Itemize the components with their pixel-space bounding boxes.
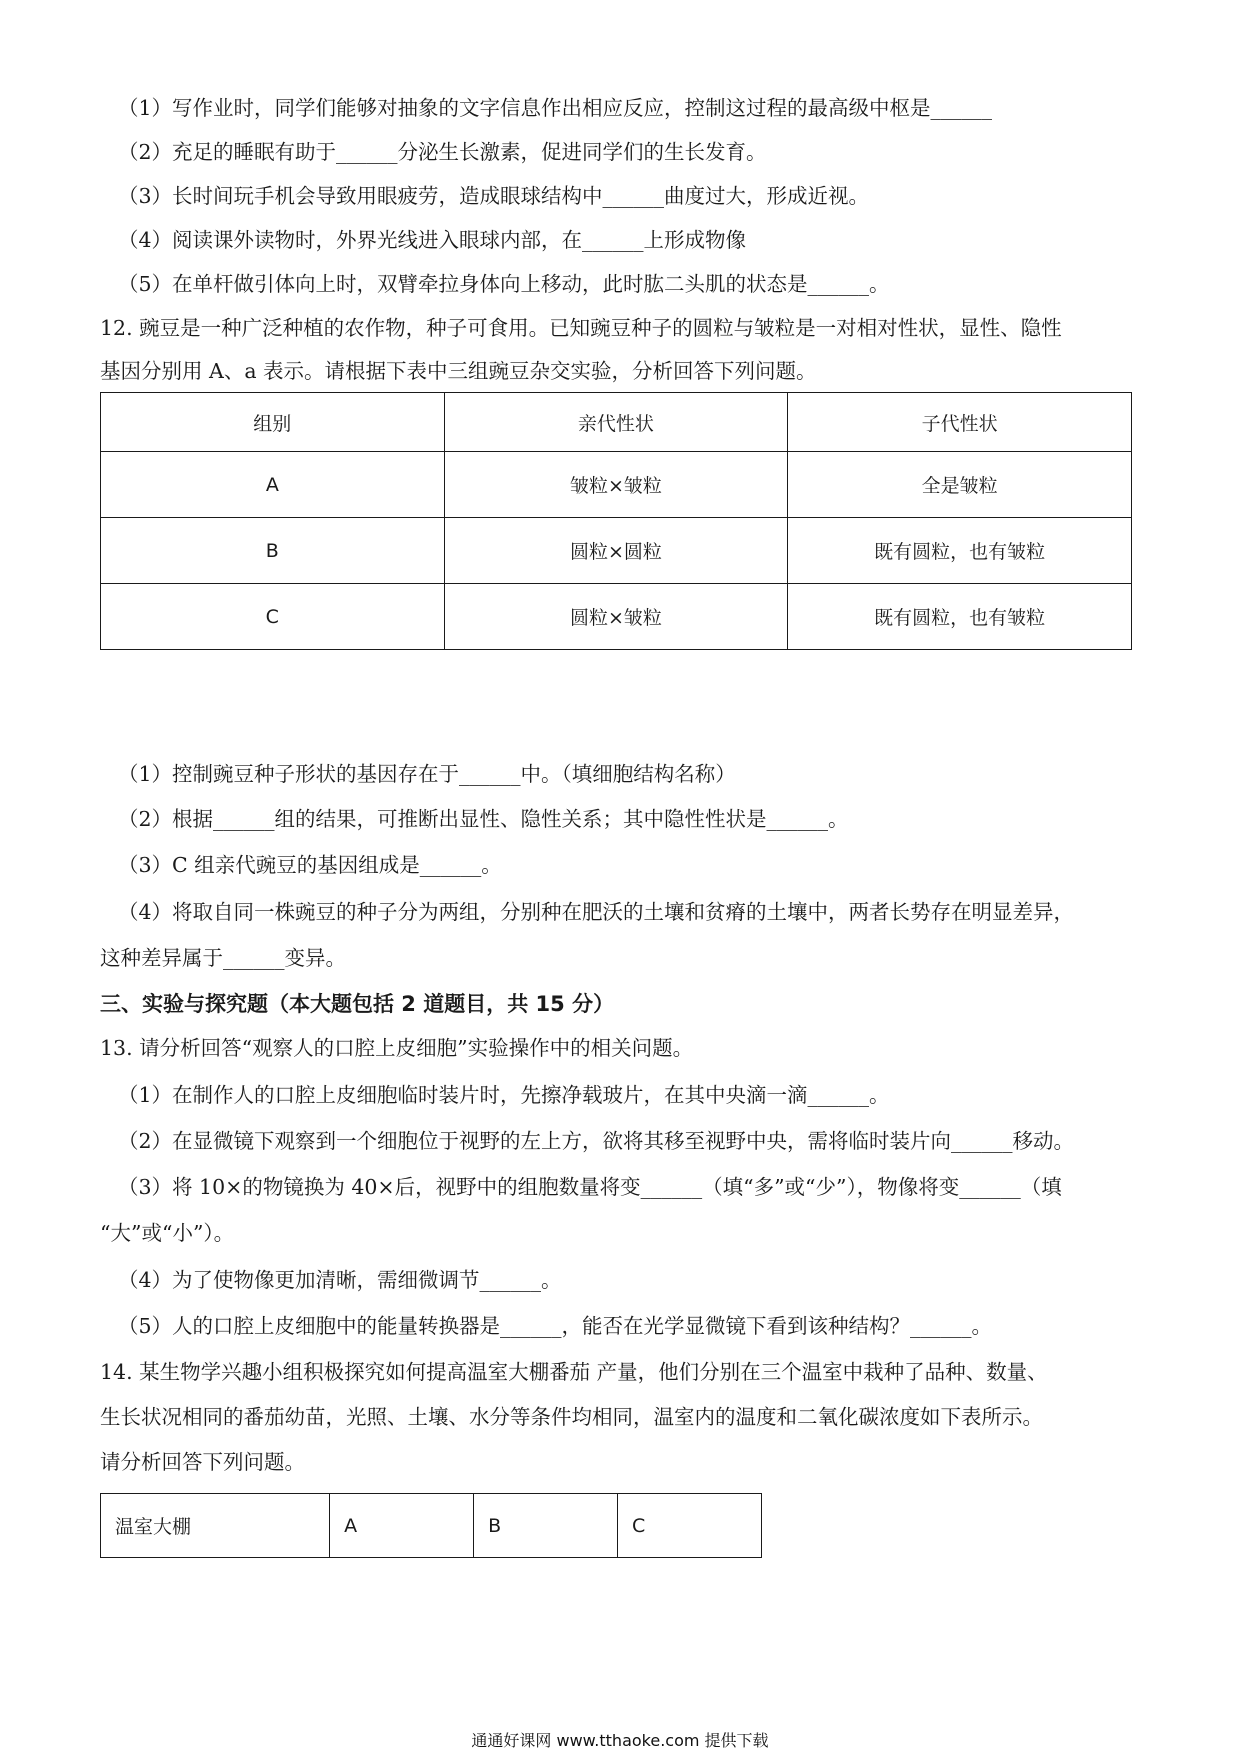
table-row (101, 1494, 762, 1558)
footer-source: 通通好课网 www.tthaoke.com 提供下载 (471, 1731, 769, 1750)
table-row (101, 452, 1132, 518)
q12-part1: （1）控制豌豆种子形状的基因存在于______中。（填细胞结构名称） (118, 762, 736, 786)
greenhouse-table (100, 1493, 762, 1558)
q12-part4-line1: （4）将取自同一株豌豆的种子分为两组，分别种在肥沃的土壤和贫瘠的土壤中，两者长势存在明显差异， (118, 900, 1075, 924)
q13-part3-line2: “大”或“小”）。 (100, 1221, 235, 1245)
q13-part4: （4）为了使物像更加清晰，需细微调节______。 (118, 1268, 562, 1292)
table-cell: 温室大棚 (101, 1494, 330, 1558)
table-header-row (101, 393, 1132, 452)
q12-part2: （2）根据______组的结果，可推断出显性、隐性关系；其中隐性性状是______。 (118, 807, 849, 831)
q11-part2: （2）充足的睡眠有助于______分泌生长激素，促进同学们的生长发育。 (118, 140, 767, 164)
q13-stem: 13. 请分析回答“观察人的口腔上皮细胞”实验操作中的相关问题。 (100, 1036, 694, 1060)
table-row (101, 518, 1132, 584)
header-parent-traits: 亲代性状 (444, 393, 788, 452)
q11-part1: （1）写作业时，同学们能够对抽象的文字信息作出相应反应，控制这过程的最高级中枢是______ (118, 96, 993, 120)
q14-stem-line1: 14. 某生物学兴趣小组积极探究如何提高温室大棚番茄 产量，他们分别在三个温室中栽种了品种、数量、 (100, 1360, 1048, 1384)
q12-stem-line2: 基因分别用 A、a 表示。请根据下表中三组豌豆杂交实验，分析回答下列问题。 (100, 359, 817, 383)
table-cell: 全是皱粒 (788, 452, 1132, 518)
table-cell: A (330, 1494, 474, 1558)
table-cell: 圆粒×皱粒 (444, 584, 788, 650)
table-cell: 既有圆粒，也有皱粒 (788, 584, 1132, 650)
header-group: 组别 (101, 393, 445, 452)
table-cell: 既有圆粒，也有皱粒 (788, 518, 1132, 584)
q13-part2: （2）在显微镜下观察到一个细胞位于视野的左上方，欲将其移至视野中央，需将临时装片向______移动。 (118, 1129, 1075, 1153)
section-heading: 三、实验与探究题（本大题包括 2 道题目，共 15 分） (100, 992, 615, 1016)
table-row (101, 584, 1132, 650)
table-cell: C (101, 584, 445, 650)
q11-part4: （4）阅读课外读物时，外界光线进入眼球内部，在______上形成物像 (118, 228, 747, 252)
table-cell: B (101, 518, 445, 584)
table-cell: C (618, 1494, 762, 1558)
q12-part3: （3）C 组亲代豌豆的基因组成是______。 (118, 853, 502, 877)
q11-part3: （3）长时间玩手机会导致用眼疲劳，造成眼球结构中______曲度过大，形成近视。 (118, 184, 870, 208)
table-cell: 圆粒×圆粒 (444, 518, 788, 584)
table-cell: B (474, 1494, 618, 1558)
q14-stem-line3: 请分析回答下列问题。 (100, 1450, 305, 1474)
q13-part3-line1: （3）将 10×的物镜换为 40×后，视野中的组胞数量将变______（填“多”或“少”），物像将变______（填 (118, 1175, 1062, 1199)
pea-cross-table (100, 392, 1132, 650)
q13-part1: （1）在制作人的口腔上皮细胞临时装片时，先擦净载玻片，在其中央滴一滴______。 (118, 1083, 890, 1107)
q13-part5: （5）人的口腔上皮细胞中的能量转换器是______，能否在光学显微镜下看到该种结构？______。 (118, 1314, 993, 1338)
q11-part5: （5）在单杆做引体向上时，双臂牵拉身体向上移动，此时肱二头肌的状态是______。 (118, 272, 890, 296)
table-cell: A (101, 452, 445, 518)
q12-stem-line1: 12. 豌豆是一种广泛种植的农作物，种子可食用。已知豌豆种子的圆粒与皱粒是一对相对性状，显性、隐性 (100, 316, 1062, 340)
table-cell: 皱粒×皱粒 (444, 452, 788, 518)
q12-part4-line2: 这种差异属于______变异。 (100, 946, 346, 970)
q14-stem-line2: 生长状况相同的番茄幼苗，光照、土壤、水分等条件均相同，温室内的温度和二氧化碳浓度如下表所示。 (100, 1405, 1043, 1429)
header-offspring-traits: 子代性状 (788, 393, 1132, 452)
